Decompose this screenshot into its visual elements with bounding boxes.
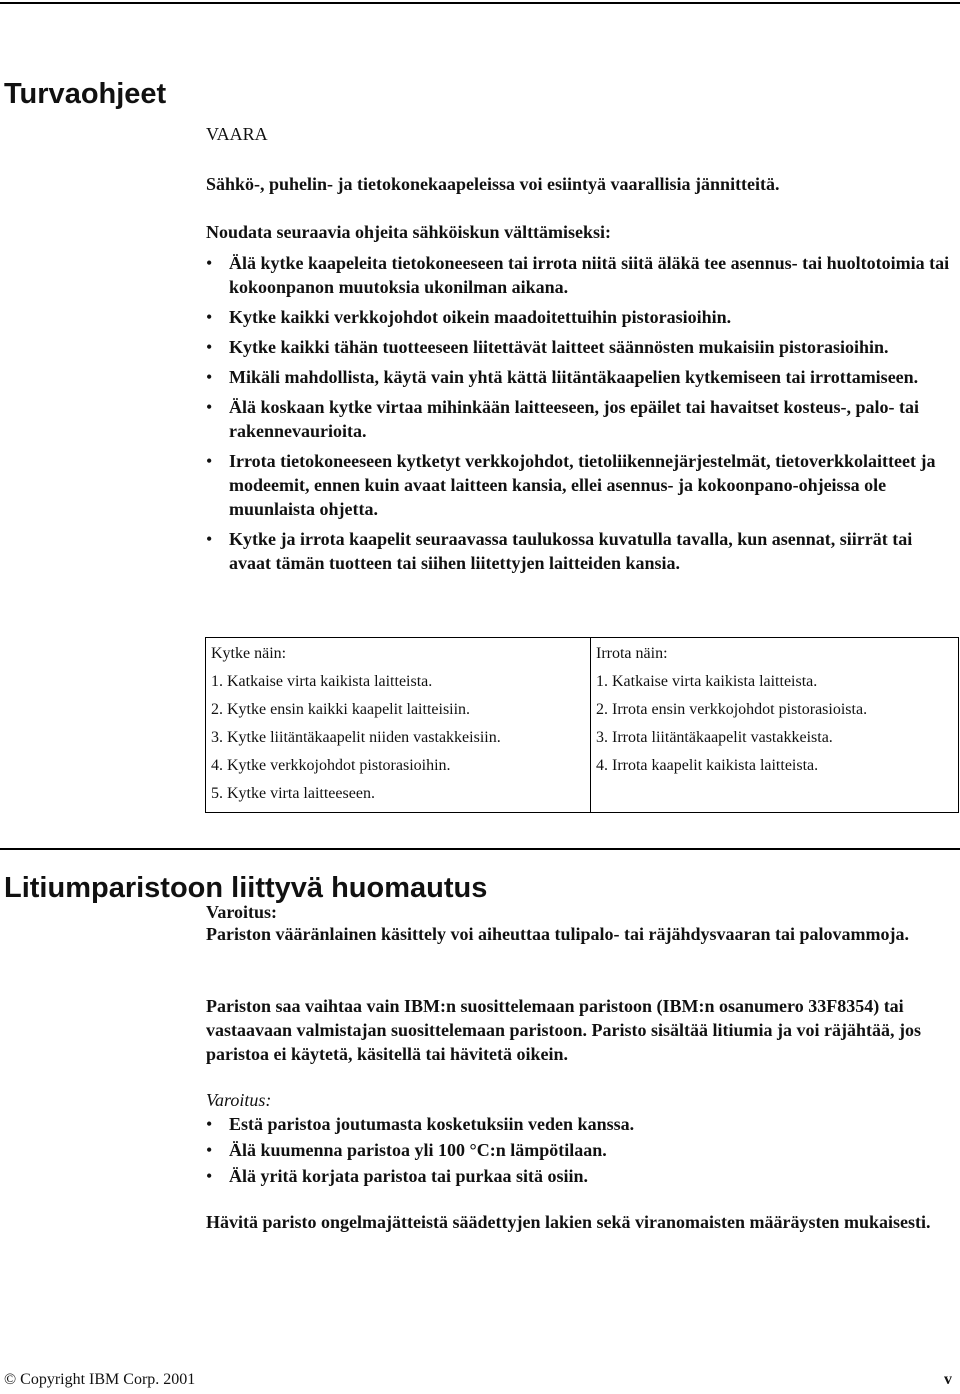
table-row: 3. Kytke liitäntäkaapelit niiden vastakkeisiin. — [211, 729, 501, 746]
table-row: 2. Irrota ensin verkkojohdot pistorasioista. — [596, 701, 868, 718]
table-row: 1. Katkaise virta kaikista laitteista. — [211, 673, 433, 690]
section-divider — [0, 848, 960, 850]
list-item: • Kytke kaikki tähän tuotteeseen liitettävät laitteet säännösten mukaisiin pistorasioihin. — [206, 335, 958, 359]
danger-text: Sähkö-, puhelin- ja tietokonekaapeleissa voi esiintyä vaarallisia jännitteitä. — [206, 174, 780, 194]
battery-replacement-text: Pariston saa vaihtaa vain IBM:n suosittelemaan paristoon (IBM:n osanumero 33F8354) tai vastaavaan valmistajan suosittelemaan paristoon. Paristo sisältää litiumia ja voi räjähtää, jos paristoa ei käytetä, käsitellä tai hävitetä oikein. — [206, 996, 921, 1064]
page-number: v — [944, 1371, 952, 1388]
table-row: 3. Irrota liitäntäkaapelit vastakkeista. — [596, 729, 833, 746]
list-item: • Älä yritä korjata paristoa tai purkaa sitä osiin. — [206, 1164, 958, 1188]
table-row: 4. Irrota kaapelit kaikista laitteista. — [596, 757, 819, 774]
list-item: • Älä kytke kaapeleita tietokoneeseen tai irrota niitä siitä äläkä tee asennus- tai huoltotoimia tai kokoonpanon muutoksia ukonilman aikana. — [206, 251, 958, 299]
danger-label: VAARA — [206, 124, 268, 144]
top-rule — [0, 2, 960, 4]
disconnect-column — [591, 638, 959, 813]
connect-column — [206, 638, 591, 813]
list-item: • Kytke ja irrota kaapelit seuraavassa taulukossa kuvatulla tavalla, kun asennat, siirrät tai avaat tämän tuotteen tai siihen liitettyjen laitteiden kansia. — [206, 527, 958, 575]
disconnect-heading: Irrota näin: — [596, 645, 668, 662]
connect-heading: Kytke näin: — [211, 645, 287, 662]
disposal-text: Hävitä paristo ongelmajätteistä säädettyjen lakien sekä viranomaisten määräysten mukaisesti. — [206, 1212, 931, 1232]
instructions-intro: Noudata seuraavia ohjeita sähköiskun välttämiseksi: — [206, 222, 612, 242]
list-item: • Mikäli mahdollista, käytä vain yhtä kättä liitäntäkaapelien kytkemiseen tai irrottamiseen. — [206, 365, 958, 389]
table-row: 2. Kytke ensin kaikki kaapelit laitteisiin. — [211, 701, 471, 718]
list-item: • Älä koskaan kytke virtaa mihinkään laitteeseen, jos epäilet tai havaitset kosteus-, palo- tai rakennevaurioita. — [206, 395, 958, 443]
caution-label: Varoitus: — [206, 902, 278, 922]
safety-bullet-list — [206, 251, 958, 581]
list-item: • Estä paristoa joutumasta kosketuksiin veden kanssa. — [206, 1112, 958, 1136]
section-title-lithium: Litiumparistoon liittyvä huomautus — [4, 872, 488, 905]
list-item: • Älä kuumenna paristoa yli 100 °C:n lämpötilaan. — [206, 1138, 958, 1162]
section-title-safety: Turvaohjeet — [4, 78, 167, 111]
table-row: 4. Kytke verkkojohdot pistorasioihin. — [211, 757, 451, 774]
table-row: 5. Kytke virta laitteeseen. — [211, 785, 375, 802]
list-item: • Kytke kaikki verkkojohdot oikein maadoitettuihin pistorasioihin. — [206, 305, 958, 329]
battery-bullet-list — [206, 1112, 958, 1190]
copyright-notice: © Copyright IBM Corp. 2001 — [4, 1371, 196, 1388]
caution-label-italic: Varoitus: — [206, 1090, 272, 1110]
table-row: 1. Katkaise virta kaikista laitteista. — [596, 673, 818, 690]
cable-steps-table — [205, 637, 959, 813]
list-item: • Irrota tietokoneeseen kytketyt verkkojohdot, tietoliikennejärjestelmät, tietoverkkolaitteet ja modeemit, ennen kuin avaat laitteen kansia, ellei asennus- ja kokoonpano-ohjeissa ole muunlaista ohjetta. — [206, 449, 958, 521]
caution-text: Pariston vääränlainen käsittely voi aiheuttaa tulipalo- tai räjähdysvaaran tai palovammoja. — [206, 924, 910, 944]
